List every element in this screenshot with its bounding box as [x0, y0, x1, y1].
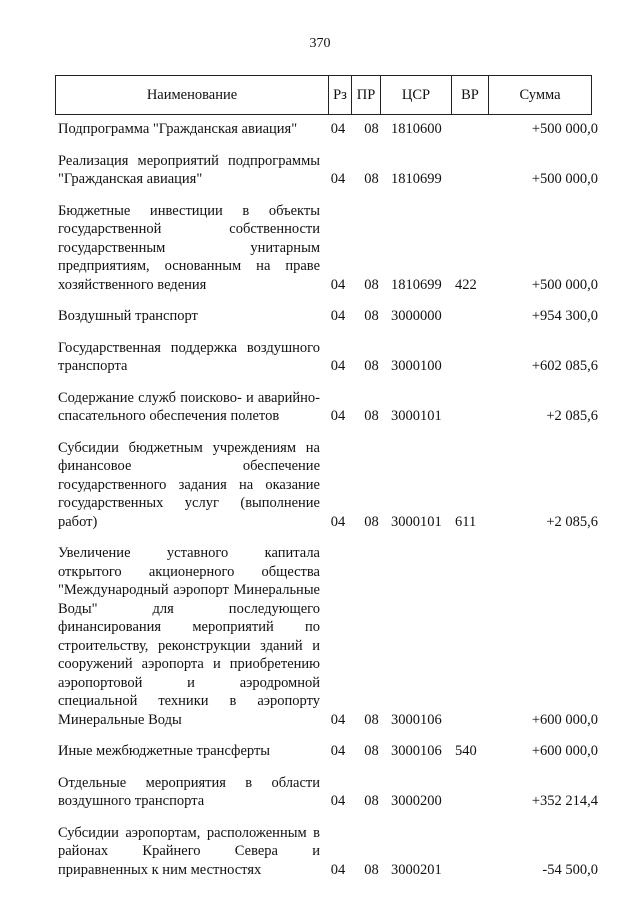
row-rz: 04	[330, 358, 346, 374]
row-rz: 04	[330, 171, 346, 187]
row-csr: 3000100	[391, 358, 442, 374]
row-pr: 08	[364, 121, 379, 137]
table-row	[58, 307, 598, 326]
row-csr: 1810699	[391, 171, 442, 187]
row-csr: 3000101	[391, 408, 442, 424]
table-row	[58, 742, 598, 761]
table-row	[58, 339, 598, 376]
row-pr: 08	[364, 276, 379, 293]
header-pr: ПР	[352, 76, 381, 115]
row-csr: 3000000	[391, 308, 442, 324]
row-name: Субсидии аэропортам, расположенным в районах Крайнего Севера и приравненных к ним местностях	[58, 824, 320, 878]
row-rz: 04	[330, 743, 346, 759]
row-name: Субсидии бюджетным учреждениям на финансовое обеспечение государственного задания на оказание государственных услуг (выполнение работ)	[58, 439, 320, 530]
row-csr: 3000106	[391, 711, 442, 728]
row-sum: +500 000,0	[531, 276, 598, 293]
table-row	[58, 824, 598, 880]
row-name: Государственная поддержка воздушного транспорта	[58, 339, 320, 374]
row-pr: 08	[364, 308, 379, 324]
row-rz: 04	[330, 276, 346, 293]
row-pr: 08	[364, 513, 379, 530]
row-pr: 08	[364, 408, 379, 424]
row-sum: +500 000,0	[531, 121, 598, 137]
table-row	[58, 202, 598, 295]
row-vr: 422	[455, 276, 477, 293]
row-csr: 3000200	[391, 793, 442, 809]
row-name: Содержание служб поисково- и аварийно-спасательного обеспечения полетов	[58, 389, 320, 424]
row-rz: 04	[330, 308, 346, 324]
table-row	[58, 544, 598, 729]
row-sum: +2 085,6	[546, 513, 598, 530]
row-csr: 3000106	[391, 743, 442, 759]
row-sum: +602 085,6	[531, 358, 598, 374]
row-sum: +500 000,0	[531, 171, 598, 187]
row-name: Увеличение уставного капитала открытого акционерного общества "Международный аэропорт Минеральные Воды" для последующего финансирования мероприятий по строительству, реконструкции зданий и сооружений аэропорта и приобретению аэропортовой и аэродромной специальной техники в аэропорту Минеральные Воды	[58, 545, 320, 728]
row-rz: 04	[330, 711, 346, 728]
row-sum: +352 214,4	[531, 793, 598, 809]
header-vr: ВР	[452, 76, 489, 115]
row-sum: +600 000,0	[531, 711, 598, 728]
row-name: Реализация мероприятий подпрограммы "Гражданская авиация"	[58, 152, 320, 187]
row-name: Подпрограмма "Гражданская авиация"	[58, 121, 298, 137]
row-vr: 611	[455, 513, 477, 530]
row-rz: 04	[330, 408, 346, 424]
row-sum: +600 000,0	[531, 743, 598, 759]
header-name: Наименование	[56, 76, 329, 115]
row-rz: 04	[330, 513, 346, 530]
table-row	[58, 120, 598, 139]
row-name: Отдельные мероприятия в области воздушного транспорта	[58, 774, 320, 809]
row-name: Воздушный транспорт	[58, 308, 198, 324]
page-number: 370	[309, 36, 331, 51]
header-sum: Сумма	[489, 76, 592, 115]
row-rz: 04	[330, 861, 346, 878]
header-csr: ЦСР	[381, 76, 452, 115]
table-row	[58, 389, 598, 426]
row-csr: 3000101	[391, 513, 442, 530]
row-pr: 08	[364, 171, 379, 187]
row-pr: 08	[364, 793, 379, 809]
row-csr: 3000201	[391, 861, 442, 878]
row-name: Иные межбюджетные трансферты	[58, 743, 271, 759]
table-row	[58, 152, 598, 189]
table-header	[55, 75, 592, 115]
row-pr: 08	[364, 711, 379, 728]
row-name: Бюджетные инвестиции в объекты государственной собственности государственным унитарным предприятиям, основанным на праве хозяйственного ведения	[58, 202, 320, 293]
row-rz: 04	[330, 121, 346, 137]
row-sum: -54 500,0	[542, 861, 598, 878]
row-rz: 04	[330, 793, 346, 809]
row-pr: 08	[364, 861, 379, 878]
header-rz: Рз	[329, 76, 352, 115]
table-row	[58, 774, 598, 811]
row-csr: 1810699	[391, 276, 442, 293]
row-csr: 1810600	[391, 121, 442, 137]
row-pr: 08	[364, 743, 379, 759]
row-pr: 08	[364, 358, 379, 374]
row-sum: +954 300,0	[531, 308, 598, 324]
row-vr: 540	[455, 743, 477, 759]
budget-rows	[58, 114, 598, 879]
row-sum: +2 085,6	[546, 408, 598, 424]
table-row	[58, 439, 598, 532]
